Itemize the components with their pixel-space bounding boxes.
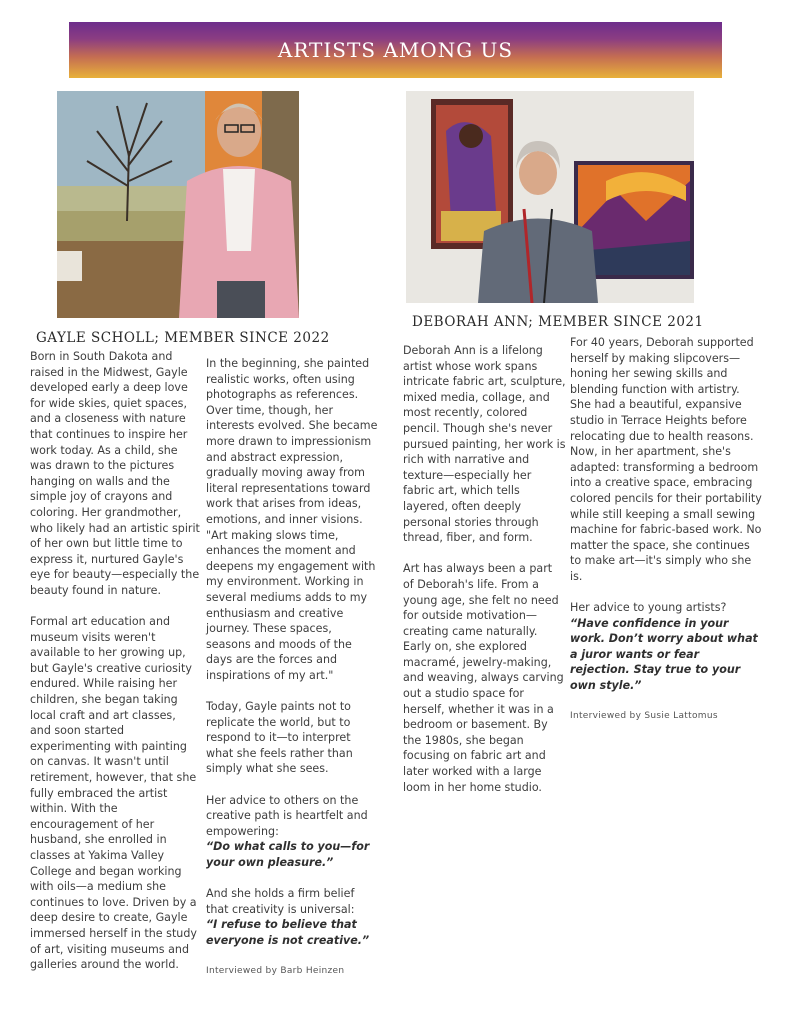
paragraph — [206, 793, 378, 871]
paragraph — [206, 886, 378, 948]
deborah-ann-heading: DEBORAH ANN; MEMBER SINCE 2021 — [412, 314, 704, 330]
gayle-column-1 — [30, 349, 200, 988]
gayle-scholl-photo — [57, 91, 299, 318]
paragraph — [570, 600, 762, 694]
paragraph: Art has always been a part of Deborah's life. From a young age, she felt no need for outside motivation—creating came naturally. Early on, she explored macramé, jewelry-making, and weaving, always carving out a studio space for herself, whether it was in a bedroom or basement. By the 1980s, she began focusing on fabric art and later worked with a large loom in her home studio. — [403, 562, 564, 794]
paragraph: Today, Gayle paints not to replicate the world, but to respond to it—to interpret what she feels rather than simply what she sees. — [206, 700, 353, 776]
interviewer-credit: Interviewed by Barb Heinzen — [206, 966, 345, 977]
paragraph: In the beginning, she painted realistic works, often using photographs as references. Over time, though, her interests evolved. She became more drawn to impressionism and abstract expression, gradually moving away from literal representations toward work that arises from ideas, emotions, and inner visions. "Art making slows time, enhances the moment and deepens my engagement with my environment. Working in several mediums adds to my enthusiasm and creative journey. These spaces, seasons and moods of the days are the forces and inspirations of my art." — [206, 357, 378, 682]
advice-intro: Her advice to others on the creative path is heartfelt and empowering: — [206, 793, 368, 838]
page-title: ARTISTS AMONG US — [277, 38, 514, 62]
paragraph: Born in South Dakota and raised in the Midwest, Gayle developed early a deep love for wide skies, quiet spaces, and a closeness with nature that continues to inspire her work today. As a child, she was drawn to the pictures hanging on walls and the simple joy of crayons and coloring. Her grandmother, who likely had an artistic spirit of her own but little time to express it, nurtured Gayle's eye for beauty—especially the beauty found in nature. — [30, 350, 200, 597]
paragraph: For 40 years, Deborah supported herself by making slipcovers—honing her sewing skills and blending function with artistry. She had a beautiful, expansive studio in Terrace Heights before relocating due to health reasons. Now, in her apartment, she's adapted: transforming a bedroom into a creative space, embracing colored pencils for their portability while still keeping a small sewing machine for fabric-based work. No matter the space, she continues to make art—it's simply who she is. — [570, 336, 762, 583]
interviewer-credit: Interviewed by Susie Lattomus — [570, 711, 718, 722]
advice-quote: “Have confidence in your work. Don’t worry about what a juror wants or fear rejection. Stay true to your own style.” — [570, 616, 758, 693]
advice-quote: “Do what calls to you—for your own pleasure.” — [206, 840, 370, 869]
deborah-column-2 — [570, 335, 762, 725]
advice-intro: Her advice to young artists? — [570, 601, 727, 615]
paragraph: Formal art education and museum visits weren't available to her growing up, but Gayle's creative curiosity endured. While raising her children, she began taking local craft and art classes, and soon started experimenting with painting on canvas. It wasn't until retirement, however, that she fully embraced the artist within. With the encouragement of her husband, she enrolled in classes at Yakima Valley College and began working with oils—a medium she continues to love. Driven by a deep desire to create, Gayle immersed herself in the study of art, visiting museums and galleries around the world. — [30, 615, 197, 972]
title-banner — [69, 22, 722, 78]
deborah-ann-photo — [406, 91, 694, 303]
paragraph: Deborah Ann is a lifelong artist whose work spans intricate fabric art, sculpture, mixed media, collage, and most recently, colored pencil. Though she's never pursued painting, her work is rich with narrative and texture—especially her fabric art, which tells layered, often deeply personal stories through thread, fiber, and form. — [403, 344, 566, 545]
gayle-column-2 — [206, 356, 378, 980]
belief-quote: “I refuse to believe that everyone is not creative.” — [206, 918, 370, 947]
deborah-column-1 — [403, 343, 566, 811]
belief-intro: And she holds a firm belief that creativity is universal: — [206, 887, 355, 916]
gayle-scholl-heading: GAYLE SCHOLL; MEMBER SINCE 2022 — [36, 330, 330, 346]
